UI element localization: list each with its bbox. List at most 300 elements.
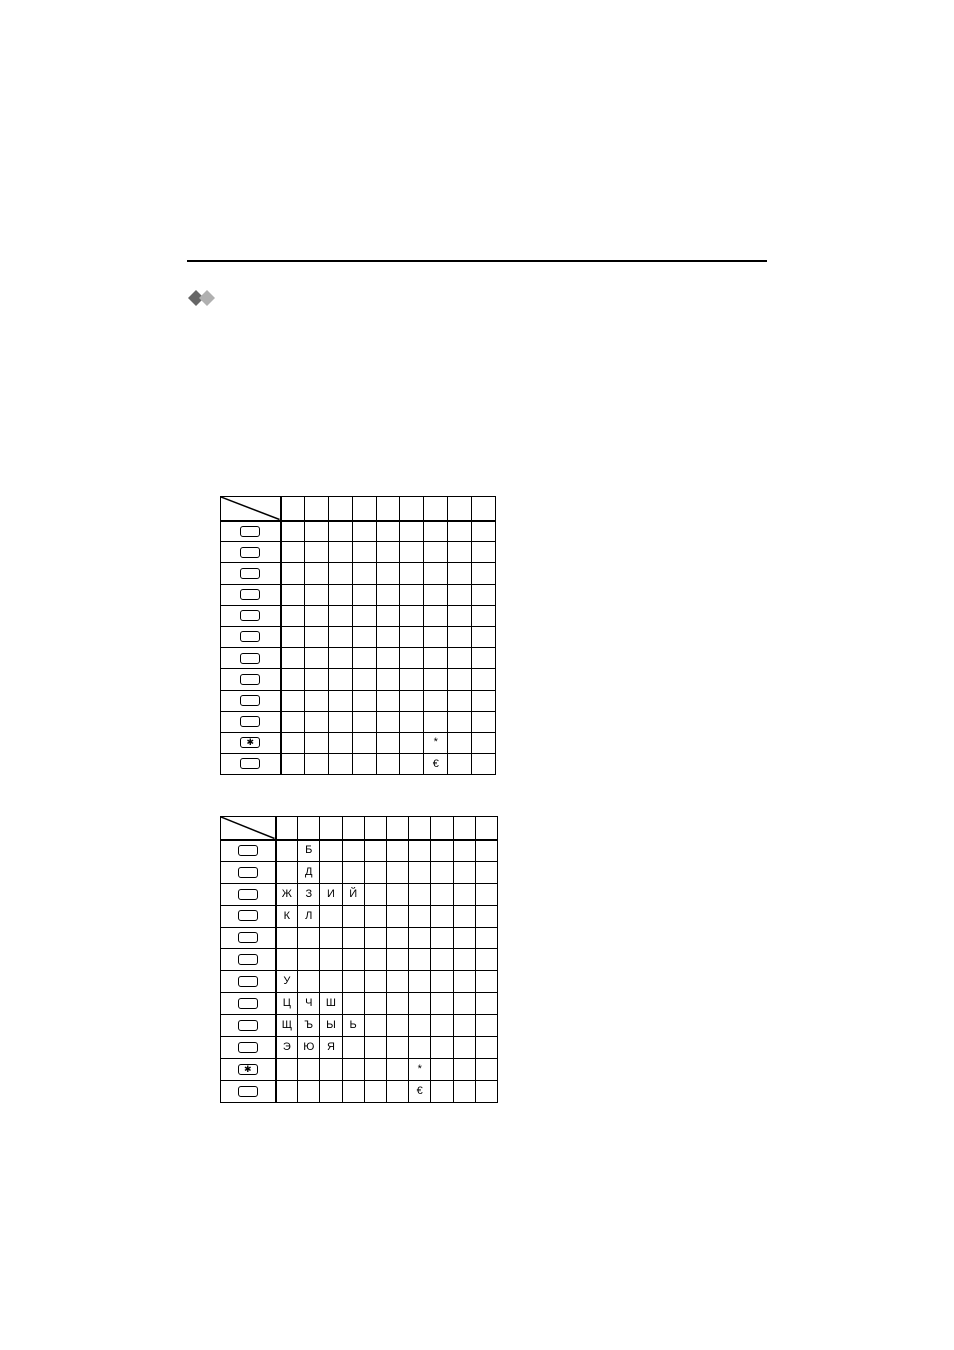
character-cell (342, 993, 364, 1015)
table-row (221, 949, 498, 971)
character-cell (448, 626, 472, 647)
character-cell (386, 949, 408, 971)
character-cell (424, 711, 448, 732)
character-cell (342, 905, 364, 927)
character-cell (328, 626, 352, 647)
character-cell (320, 927, 342, 949)
key-cell (221, 949, 276, 971)
character-cell (475, 1037, 497, 1059)
character-cell (364, 905, 386, 927)
column-header-cell (352, 497, 376, 521)
character-cell (328, 542, 352, 563)
character-cell (320, 840, 342, 862)
character-cell (453, 993, 475, 1015)
character-cell (304, 648, 328, 669)
character-cell (400, 711, 424, 732)
character-cell (472, 648, 496, 669)
character-cell (409, 905, 431, 927)
character-cell (448, 584, 472, 605)
table-row (221, 927, 498, 949)
character-cell (386, 1080, 408, 1102)
character-cell (453, 949, 475, 971)
character-cell (475, 993, 497, 1015)
character-cell (281, 648, 305, 669)
character-cell (472, 711, 496, 732)
character-cell (364, 971, 386, 993)
character-cell (386, 1058, 408, 1080)
keypad-key-icon (240, 610, 260, 621)
character-cell (276, 1080, 298, 1102)
character-cell (376, 626, 400, 647)
character-cell (409, 993, 431, 1015)
character-cell (453, 1080, 475, 1102)
character-cell (281, 542, 305, 563)
keypad-key-icon (238, 910, 258, 921)
corner-cell (221, 817, 276, 840)
column-header-cell (298, 817, 320, 840)
table-row (221, 905, 498, 927)
character-cell (281, 563, 305, 584)
character-cell (472, 584, 496, 605)
character-cell: Л (298, 905, 320, 927)
character-cell (475, 1058, 497, 1080)
keypad-key-icon (240, 695, 260, 706)
character-cell (448, 711, 472, 732)
character-cell: € (424, 754, 448, 775)
key-cell (221, 971, 276, 993)
character-cell (453, 971, 475, 993)
character-cell (424, 690, 448, 711)
table-row (221, 1080, 498, 1102)
character-cell (281, 754, 305, 775)
character-cell (400, 648, 424, 669)
character-cell (472, 563, 496, 584)
key-cell (221, 840, 276, 862)
character-table-cyrillic (220, 816, 498, 1103)
character-cell (472, 605, 496, 626)
character-cell (304, 690, 328, 711)
character-cell (376, 605, 400, 626)
character-cell (352, 754, 376, 775)
character-cell (431, 1015, 453, 1037)
key-cell (221, 648, 281, 669)
character-cell (352, 605, 376, 626)
character-cell (352, 669, 376, 690)
character-cell: Ю (298, 1037, 320, 1059)
key-cell (221, 563, 281, 584)
character-cell: Щ (276, 1015, 298, 1037)
character-cell (400, 690, 424, 711)
character-cell (424, 584, 448, 605)
character-cell (475, 883, 497, 905)
character-cell (376, 690, 400, 711)
character-cell (409, 840, 431, 862)
key-cell (221, 905, 276, 927)
character-cell: Б (298, 840, 320, 862)
character-cell (409, 861, 431, 883)
keypad-key-icon (238, 932, 258, 943)
character-cell (304, 584, 328, 605)
character-cell (472, 754, 496, 775)
character-cell (475, 949, 497, 971)
character-table-latin (220, 496, 496, 775)
character-cell (400, 605, 424, 626)
character-cell (472, 626, 496, 647)
character-cell (304, 521, 328, 542)
character-cell (328, 563, 352, 584)
key-cell (221, 626, 281, 647)
column-header-cell (431, 817, 453, 840)
column-header-cell (320, 817, 342, 840)
character-cell (342, 840, 364, 862)
column-header-cell (304, 497, 328, 521)
character-cell (386, 1037, 408, 1059)
character-cell (453, 1015, 475, 1037)
character-cell (342, 861, 364, 883)
character-cell (475, 861, 497, 883)
character-cell (281, 690, 305, 711)
column-header-cell (364, 817, 386, 840)
character-cell (424, 521, 448, 542)
character-cell: € (409, 1080, 431, 1102)
character-cell (276, 949, 298, 971)
character-cell (304, 711, 328, 732)
character-cell (352, 690, 376, 711)
column-header-cell (472, 497, 496, 521)
keypad-key-icon (240, 674, 260, 685)
table-row (221, 711, 496, 732)
character-cell (431, 840, 453, 862)
character-cell (304, 626, 328, 647)
character-cell (376, 754, 400, 775)
keypad-key-icon (240, 653, 260, 664)
character-cell (472, 521, 496, 542)
character-cell (453, 861, 475, 883)
character-cell (281, 521, 305, 542)
table-row (221, 648, 496, 669)
character-cell (386, 1015, 408, 1037)
column-header-cell (475, 817, 497, 840)
character-cell (281, 732, 305, 753)
character-cell (328, 521, 352, 542)
character-cell (276, 927, 298, 949)
character-cell (320, 971, 342, 993)
table-row (221, 883, 498, 905)
character-cell (424, 542, 448, 563)
character-cell (400, 563, 424, 584)
character-cell (364, 993, 386, 1015)
character-cell (400, 584, 424, 605)
character-cell (320, 905, 342, 927)
column-header-cell (448, 497, 472, 521)
column-header-cell (281, 497, 305, 521)
character-cell (431, 949, 453, 971)
character-cell (431, 883, 453, 905)
character-cell: Д (298, 861, 320, 883)
character-cell (328, 605, 352, 626)
character-cell (453, 905, 475, 927)
character-cell: З (298, 883, 320, 905)
keypad-key-icon (240, 526, 260, 537)
character-cell (475, 1080, 497, 1102)
character-cell (281, 605, 305, 626)
key-cell (221, 521, 281, 542)
table-row (221, 861, 498, 883)
character-cell (409, 949, 431, 971)
character-cell: * (424, 732, 448, 753)
table-row (221, 626, 496, 647)
table-row (221, 563, 496, 584)
key-cell (221, 927, 276, 949)
column-header-cell (424, 497, 448, 521)
key-cell (221, 669, 281, 690)
keypad-key-icon (238, 1042, 258, 1053)
character-cell: Э (276, 1037, 298, 1059)
table-row (221, 1015, 498, 1037)
character-cell (364, 840, 386, 862)
character-cell (409, 927, 431, 949)
character-cell (352, 542, 376, 563)
character-cell (472, 542, 496, 563)
character-cell (342, 1037, 364, 1059)
table-row (221, 542, 496, 563)
character-cell (453, 1037, 475, 1059)
character-cell (424, 626, 448, 647)
character-cell (448, 754, 472, 775)
character-cell (386, 927, 408, 949)
character-cell (276, 840, 298, 862)
table-row (221, 605, 496, 626)
column-header-cell (400, 497, 424, 521)
character-cell (376, 563, 400, 584)
character-cell (453, 840, 475, 862)
keypad-key-icon (238, 954, 258, 965)
star-key-icon: ✱ (240, 737, 260, 748)
keypad-key-icon (240, 547, 260, 558)
character-cell (328, 648, 352, 669)
character-cell (448, 563, 472, 584)
key-cell (221, 542, 281, 563)
character-cell (352, 563, 376, 584)
table-row (221, 993, 498, 1015)
character-cell (298, 971, 320, 993)
table-row (221, 584, 496, 605)
key-cell (221, 754, 281, 775)
character-cell (304, 605, 328, 626)
character-cell: Ж (276, 883, 298, 905)
character-cell (364, 883, 386, 905)
character-cell (376, 584, 400, 605)
character-cell (276, 1058, 298, 1080)
character-cell: И (320, 883, 342, 905)
character-cell (475, 927, 497, 949)
character-cell (400, 521, 424, 542)
character-cell (298, 1080, 320, 1102)
keypad-key-icon (240, 568, 260, 579)
character-cell (328, 669, 352, 690)
keypad-key-icon (238, 1086, 258, 1097)
character-cell (424, 563, 448, 584)
character-cell (342, 1058, 364, 1080)
key-cell (221, 711, 281, 732)
diamond-bullet-icon (187, 289, 219, 307)
character-cell (304, 732, 328, 753)
character-cell (448, 648, 472, 669)
character-cell (352, 648, 376, 669)
character-cell (400, 669, 424, 690)
keypad-key-icon (238, 998, 258, 1009)
character-cell (376, 669, 400, 690)
key-cell (221, 861, 276, 883)
character-cell: Ц (276, 993, 298, 1015)
key-cell (221, 605, 281, 626)
star-key-icon: ✱ (238, 1064, 258, 1075)
character-cell (386, 861, 408, 883)
key-cell (221, 993, 276, 1015)
column-header-cell (409, 817, 431, 840)
character-cell (475, 1015, 497, 1037)
character-cell (400, 542, 424, 563)
character-cell (364, 949, 386, 971)
character-cell: У (276, 971, 298, 993)
table-row (221, 971, 498, 993)
header-rule (187, 260, 767, 262)
corner-cell (221, 497, 281, 521)
character-cell (352, 626, 376, 647)
character-cell (475, 840, 497, 862)
table-row (221, 1058, 498, 1080)
character-cell (431, 905, 453, 927)
character-cell (364, 1080, 386, 1102)
column-header-cell (328, 497, 352, 521)
character-cell (328, 584, 352, 605)
character-cell (276, 861, 298, 883)
character-cell (386, 840, 408, 862)
character-cell (409, 1015, 431, 1037)
character-cell (386, 971, 408, 993)
character-cell (304, 563, 328, 584)
character-cell (342, 927, 364, 949)
character-cell (320, 949, 342, 971)
character-cell (376, 711, 400, 732)
character-cell (424, 669, 448, 690)
keypad-key-icon (240, 589, 260, 600)
keypad-key-icon (238, 845, 258, 856)
character-cell (448, 542, 472, 563)
character-cell (448, 732, 472, 753)
character-cell (453, 883, 475, 905)
character-cell (342, 971, 364, 993)
key-cell (221, 883, 276, 905)
character-cell (352, 521, 376, 542)
character-cell (400, 626, 424, 647)
character-cell (453, 1058, 475, 1080)
character-cell: * (409, 1058, 431, 1080)
column-header-cell (386, 817, 408, 840)
character-cell: Я (320, 1037, 342, 1059)
table-row (221, 1037, 498, 1059)
keypad-key-icon (240, 631, 260, 642)
character-cell (448, 521, 472, 542)
character-cell (281, 626, 305, 647)
character-cell (400, 754, 424, 775)
key-cell (221, 584, 281, 605)
column-header-cell (376, 497, 400, 521)
character-cell (453, 927, 475, 949)
character-cell (328, 732, 352, 753)
character-cell (364, 1015, 386, 1037)
character-cell (409, 971, 431, 993)
character-cell (298, 927, 320, 949)
character-cell (328, 690, 352, 711)
character-cell (376, 732, 400, 753)
character-cell (448, 669, 472, 690)
character-cell (328, 754, 352, 775)
character-cell: Ъ (298, 1015, 320, 1037)
character-cell (304, 542, 328, 563)
column-header-cell (342, 817, 364, 840)
character-cell (424, 648, 448, 669)
character-cell (352, 584, 376, 605)
character-cell (448, 605, 472, 626)
character-cell (304, 669, 328, 690)
key-cell (221, 1037, 276, 1059)
character-cell (342, 1080, 364, 1102)
character-cell (320, 1058, 342, 1080)
character-cell (386, 905, 408, 927)
table-row (221, 690, 496, 711)
character-cell (304, 754, 328, 775)
table-row (221, 754, 496, 775)
character-cell (376, 521, 400, 542)
character-cell (364, 1037, 386, 1059)
character-cell: К (276, 905, 298, 927)
character-cell (431, 1037, 453, 1059)
character-cell (281, 584, 305, 605)
table-row (221, 840, 498, 862)
keypad-key-icon (238, 867, 258, 878)
character-cell (298, 949, 320, 971)
table-row (221, 669, 496, 690)
character-cell (448, 690, 472, 711)
character-cell (472, 690, 496, 711)
character-cell (376, 648, 400, 669)
character-cell (364, 1058, 386, 1080)
character-cell (364, 927, 386, 949)
character-cell (431, 927, 453, 949)
character-cell (386, 883, 408, 905)
character-cell: Й (342, 883, 364, 905)
character-cell (376, 542, 400, 563)
character-cell (431, 971, 453, 993)
key-cell (221, 1058, 276, 1080)
character-cell (431, 1058, 453, 1080)
character-cell: Ш (320, 993, 342, 1015)
character-cell (431, 861, 453, 883)
key-cell (221, 1080, 276, 1102)
character-cell (320, 861, 342, 883)
column-header-cell (453, 817, 475, 840)
character-cell (475, 971, 497, 993)
keypad-key-icon (240, 758, 260, 769)
character-cell (424, 605, 448, 626)
character-cell (352, 732, 376, 753)
character-cell (431, 993, 453, 1015)
character-cell: Ы (320, 1015, 342, 1037)
character-cell: Ь (342, 1015, 364, 1037)
keypad-key-icon (238, 1020, 258, 1031)
character-cell (475, 905, 497, 927)
